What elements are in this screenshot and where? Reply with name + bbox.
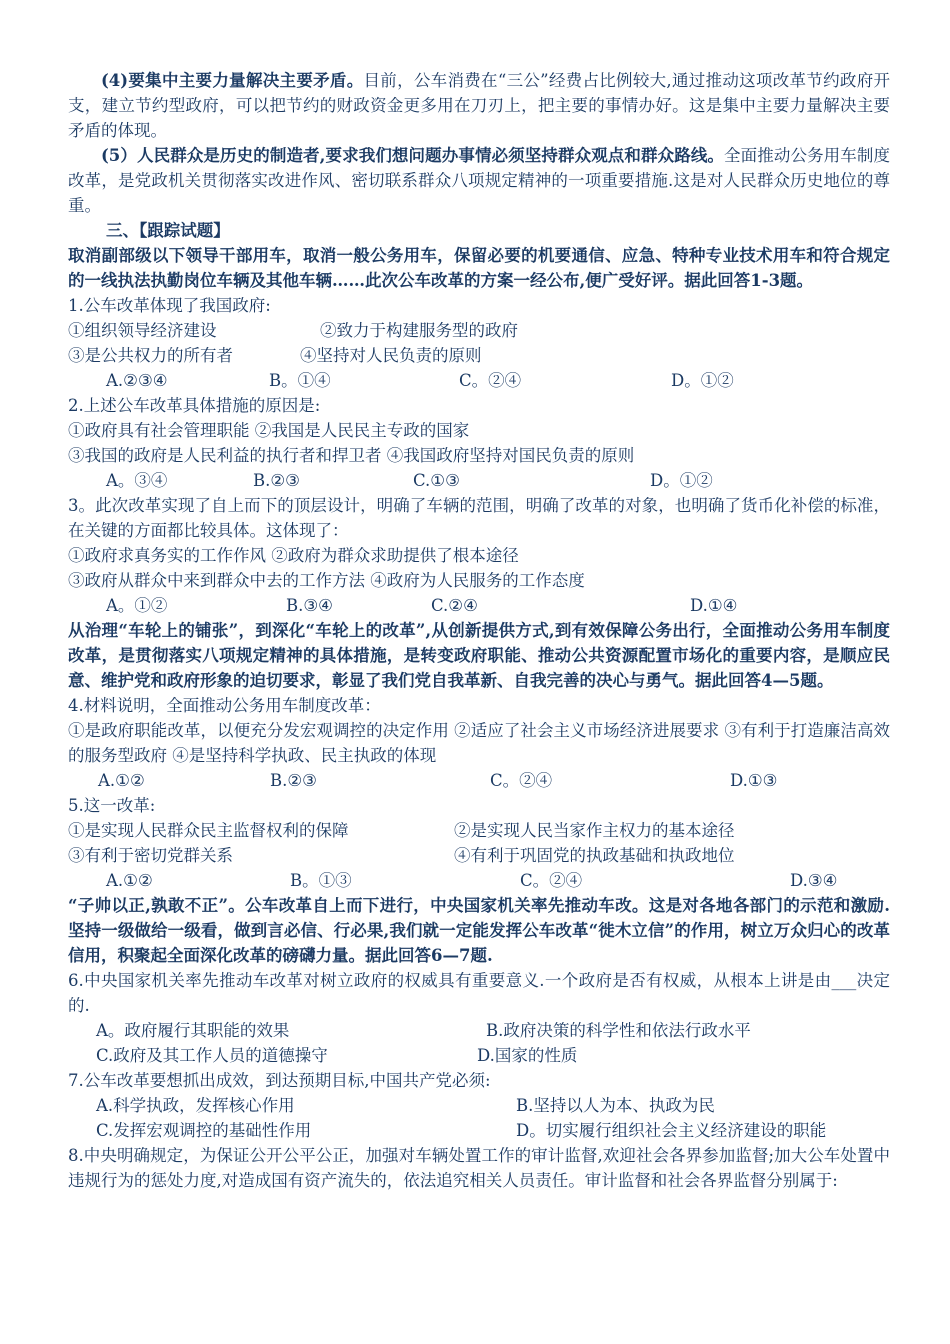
q6-option-c[interactable]: C.政府及其工作人员的道德操守 [96,1046,328,1065]
question-7-options-row1 [68,1093,890,1118]
question-2-options [68,468,890,493]
q5-statement-3: ③有利于密切党群关系 [68,846,233,865]
material-1: 取消副部级以下领导干部用车，取消一般公务用车，保留必要的机要通信、应急、特种专业技术用车和符合规定的一线执法执勤岗位车辆及其他车辆……此次公车改革的方案一经公布,便广受好评。据此回答1-3题。 [68,246,890,290]
question-7 [68,1068,890,1143]
question-4-options [68,768,890,793]
q7-option-a[interactable]: A.科学执政，发挥核心作用 [96,1096,295,1115]
section-title: 三、【跟踪试题】 [106,221,230,240]
question-2-stem: 2.上述公车改革具体措施的原因是: [68,396,321,415]
q4-option-b[interactable]: B.②③ [270,771,317,790]
q2-option-b[interactable]: B.②③ [253,471,300,490]
q1-option-a[interactable]: A.②③④ [106,371,168,390]
q4-option-c[interactable]: C。②④ [490,771,553,790]
q1-option-b[interactable]: B。①④ [269,371,331,390]
question-6-options-row1 [68,1018,890,1043]
q3-option-d[interactable]: D.①④ [690,596,738,615]
q3-option-a[interactable]: A。①② [106,596,168,615]
q6-option-b[interactable]: B.政府决策的科学性和依法行政水平 [486,1021,751,1040]
question-1-statements-row2 [68,343,890,368]
q1-statement-4: ④坚持对人民负责的原则 [300,346,482,365]
q7-option-d[interactable]: D。切实履行组织社会主义经济建设的职能 [516,1121,827,1140]
question-6-stem: 6.中央国家机关率先推动车改革对树立政府的权威具有重要意义.一个政府是否有权威，从根本上讲是由___决定的. [68,971,890,1015]
q6-option-a[interactable]: A。政府履行其职能的效果 [96,1021,290,1040]
question-5-options [68,868,890,893]
question-8-stem: 8.中央明确规定，为保证公开公平公正，加强对车辆处置工作的审计监督,欢迎社会各界参加监督;加大公车处置中违规行为的惩处力度,对造成国有资产流失的，依法追究相关人员责任。审计监督和社会各界监督分别属于: [68,1146,890,1190]
q7-option-c[interactable]: C.发挥宏观调控的基础性作用 [96,1121,312,1140]
question-4-statements: ①是政府职能改革，以便充分发宏观调控的决定作用 ②适应了社会主义市场经济进展要求 ③有利于打造廉洁高效的服务型政府 ④是坚持科学执政、民主执政的体现 [68,721,890,765]
question-7-options-row2 [68,1118,890,1143]
question-2 [68,393,890,493]
q6-option-d[interactable]: D.国家的性质 [477,1046,578,1065]
paragraph-4 [68,68,890,143]
q5-statement-2: ②是实现人民当家作主权力的基本途径 [454,821,735,840]
paragraph-5-heading: (5）人民群众是历史的制造者,要求我们想问题办事情必须坚持群众观点和群众路线。 [101,146,725,165]
material-3: “子帅以正,孰敢不正”。公车改革自上而下进行，中央国家机关率先推动车改。这是对各地各部门的示范和激励.坚持一级做给一级看，做到言必信、行必果,我们就一定能发挥公车改革“徙木立信”的作用，树立万众归心的改革信用，积聚起全面深化改革的磅礴力量。据此回答6—7题. [68,896,890,965]
question-3-stem: 3。此次改革实现了自上而下的顶层设计，明确了车辆的范围，明确了改革的对象，也明确了货币化补偿的标准，在关键的方面都比较具体。这体现了： [68,496,890,540]
q1-statement-3: ③是公共权力的所有者 [68,346,233,365]
question-5-statements-row1 [68,818,890,843]
question-5-stem: 5.这一改革: [68,796,156,815]
q3-option-b[interactable]: B.③④ [286,596,333,615]
paragraph-4-heading: (4)要集中主要力量解决主要矛盾。 [101,71,364,90]
question-1-statements-row1 [68,318,890,343]
question-4 [68,693,890,793]
paragraph-4-body: 目前，公车消费在“三公”经费占比例较大,通过推动这项改革节约政府开支，建立节约型政府，可以把节约的财政资金更多用在刀刃上，把主要的事情办好。这是集中主要力量解决主要矛盾的体现。 [68,71,890,140]
question-3-options [68,593,890,618]
q4-option-d[interactable]: D.①③ [730,771,778,790]
q1-option-c[interactable]: C。②④ [459,371,522,390]
q2-option-c[interactable]: C.①③ [413,471,460,490]
q3-option-c[interactable]: C.②④ [431,596,478,615]
paragraph-5 [68,143,890,218]
question-6-options-row2 [68,1043,890,1068]
q5-statement-4: ④有利于巩固党的执政基础和执政地位 [454,846,735,865]
question-5-statements-row2 [68,843,890,868]
q5-option-d[interactable]: D.③④ [790,871,838,890]
question-2-statements-row2: ③我国的政府是人民利益的执行者和捍卫者 ④我国政府坚持对国民负责的原则 [68,446,635,465]
question-6 [68,968,890,1068]
question-1-options [68,368,890,393]
question-3-statements-row1: ①政府求真务实的工作作风 ②政府为群众求助提供了根本途径 [68,546,519,565]
q2-option-a[interactable]: A。③④ [106,471,168,490]
question-3 [68,493,890,618]
q1-statement-2: ②致力于构建服务型的政府 [320,321,518,340]
question-8 [68,1143,890,1193]
question-1 [68,293,890,393]
q1-statement-1: ①组织领导经济建设 [68,321,217,340]
q4-option-a[interactable]: A.①② [98,771,145,790]
question-5 [68,793,890,893]
q1-option-d[interactable]: D。①② [671,371,734,390]
question-4-stem: 4.材料说明，全面推动公务用车制度改革： [68,696,381,715]
material-2: 从治理“车轮上的铺张”，到深化“车轮上的改革”,从创新提供方式,到有效保障公务出行，全面推动公务用车制度改革，是贯彻落实八项规定精神的具体措施，是转变政府职能、推动公共资源配置市场化的重要内容，是顺应民意、维护党和政府形象的迫切要求，彰显了我们党自我革新、自我完善的决心与勇气。据此回答4—5题。 [68,621,890,690]
question-7-stem: 7.公车改革要想抓出成效，到达预期目标,中国共产党必须: [68,1071,491,1090]
q5-statement-1: ①是实现人民群众民主监督权利的保障 [68,821,349,840]
q5-option-c[interactable]: C。②④ [520,871,583,890]
q5-option-a[interactable]: A.①② [106,871,153,890]
q7-option-b[interactable]: B.坚持以人为本、执政为民 [516,1096,715,1115]
paragraph-5-body: 全面推动公务用车制度改革，是党政机关贯彻落实改进作风、密切联系群众八项规定精神的一项重要措施.这是对人民群众历史地位的尊重。 [68,146,890,215]
q2-option-d[interactable]: D。①② [650,471,713,490]
question-1-stem: 1.公车改革体现了我国政府: [68,296,271,315]
question-2-statements-row1: ①政府具有社会管理职能 ②我国是人民民主专政的国家 [68,421,470,440]
question-3-statements-row2: ③政府从群众中来到群众中去的工作方法 ④政府为人民服务的工作态度 [68,571,585,590]
q5-option-b[interactable]: B。①③ [290,871,352,890]
